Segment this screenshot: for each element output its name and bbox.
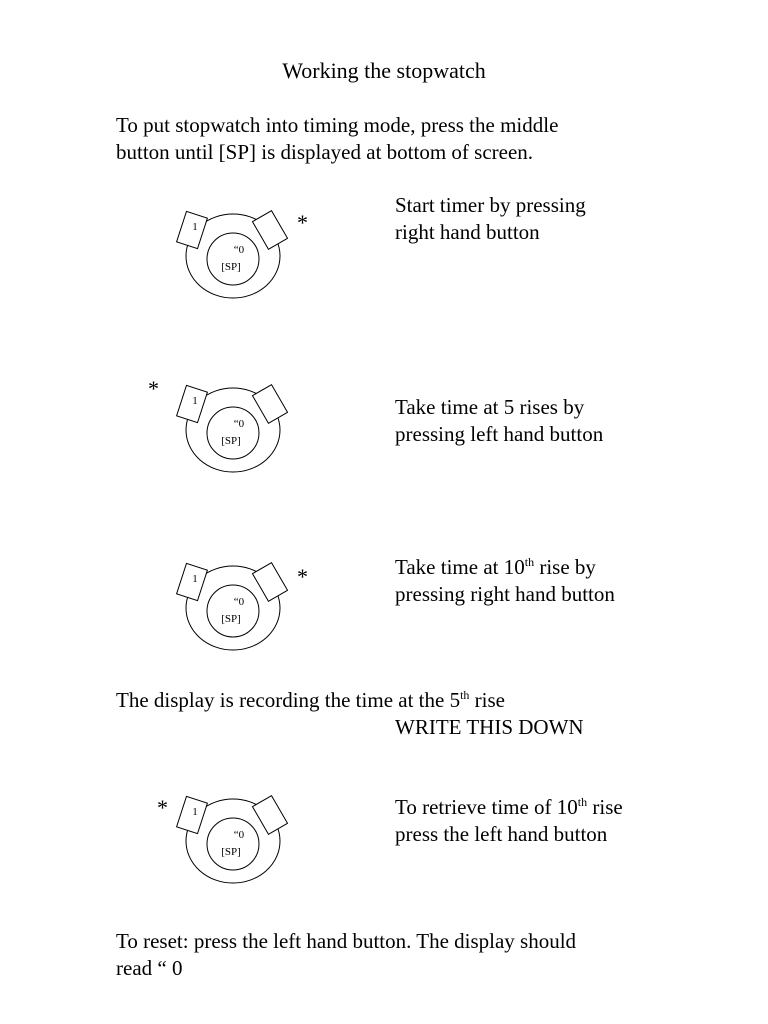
step-4-line-2: press the left hand button <box>395 822 608 846</box>
watch-time: “0 <box>233 596 245 608</box>
watch-mode: [SP] <box>221 846 241 858</box>
left-button-marker: * <box>148 376 159 401</box>
reset-line-2: read “ 0 <box>116 956 183 980</box>
step-1-line-1: Start timer by pressing <box>395 193 586 217</box>
watch-mode: [SP] <box>221 435 241 447</box>
watch-button-label: 1 <box>192 573 198 585</box>
watch-button-label: 1 <box>192 395 198 407</box>
left-button-marker: * <box>157 795 168 820</box>
intro-line-2: button until [SP] is displayed at bottom of screen. <box>116 140 534 164</box>
step-1-line-2: right hand button <box>395 220 540 244</box>
watch-button-label: 1 <box>192 221 198 233</box>
stopwatch-diagram-3 <box>172 552 302 662</box>
step-2-line-1: Take time at 5 rises by <box>395 395 585 419</box>
watch-mode: [SP] <box>221 261 241 273</box>
step-2-line-2: pressing left hand button <box>395 422 604 446</box>
step-3-line-2: pressing right hand button <box>395 582 615 606</box>
right-button-marker: * <box>297 210 308 235</box>
watch-time: “0 <box>233 244 245 256</box>
note-line-2: WRITE THIS DOWN <box>395 715 584 739</box>
right-button-marker: * <box>297 564 308 589</box>
stopwatch-diagram-2 <box>172 374 302 484</box>
intro-line-1: To put stopwatch into timing mode, press the middle <box>116 113 559 137</box>
stopwatch-diagram-1 <box>172 200 302 310</box>
step-3-line-1: Take time at 10th rise by <box>395 555 596 579</box>
step-4-line-1: To retrieve time of 10th rise <box>395 795 623 819</box>
reset-line-1: To reset: press the left hand button. The display should <box>116 929 577 953</box>
watch-mode: [SP] <box>221 613 241 625</box>
stopwatch-diagram-4 <box>172 785 302 895</box>
watch-time: “0 <box>233 829 245 841</box>
page-title: Working the stopwatch <box>282 58 486 83</box>
watch-time: “0 <box>233 418 245 430</box>
note-line-1: The display is recording the time at the 5th rise <box>116 688 505 712</box>
watch-button-label: 1 <box>192 806 198 818</box>
